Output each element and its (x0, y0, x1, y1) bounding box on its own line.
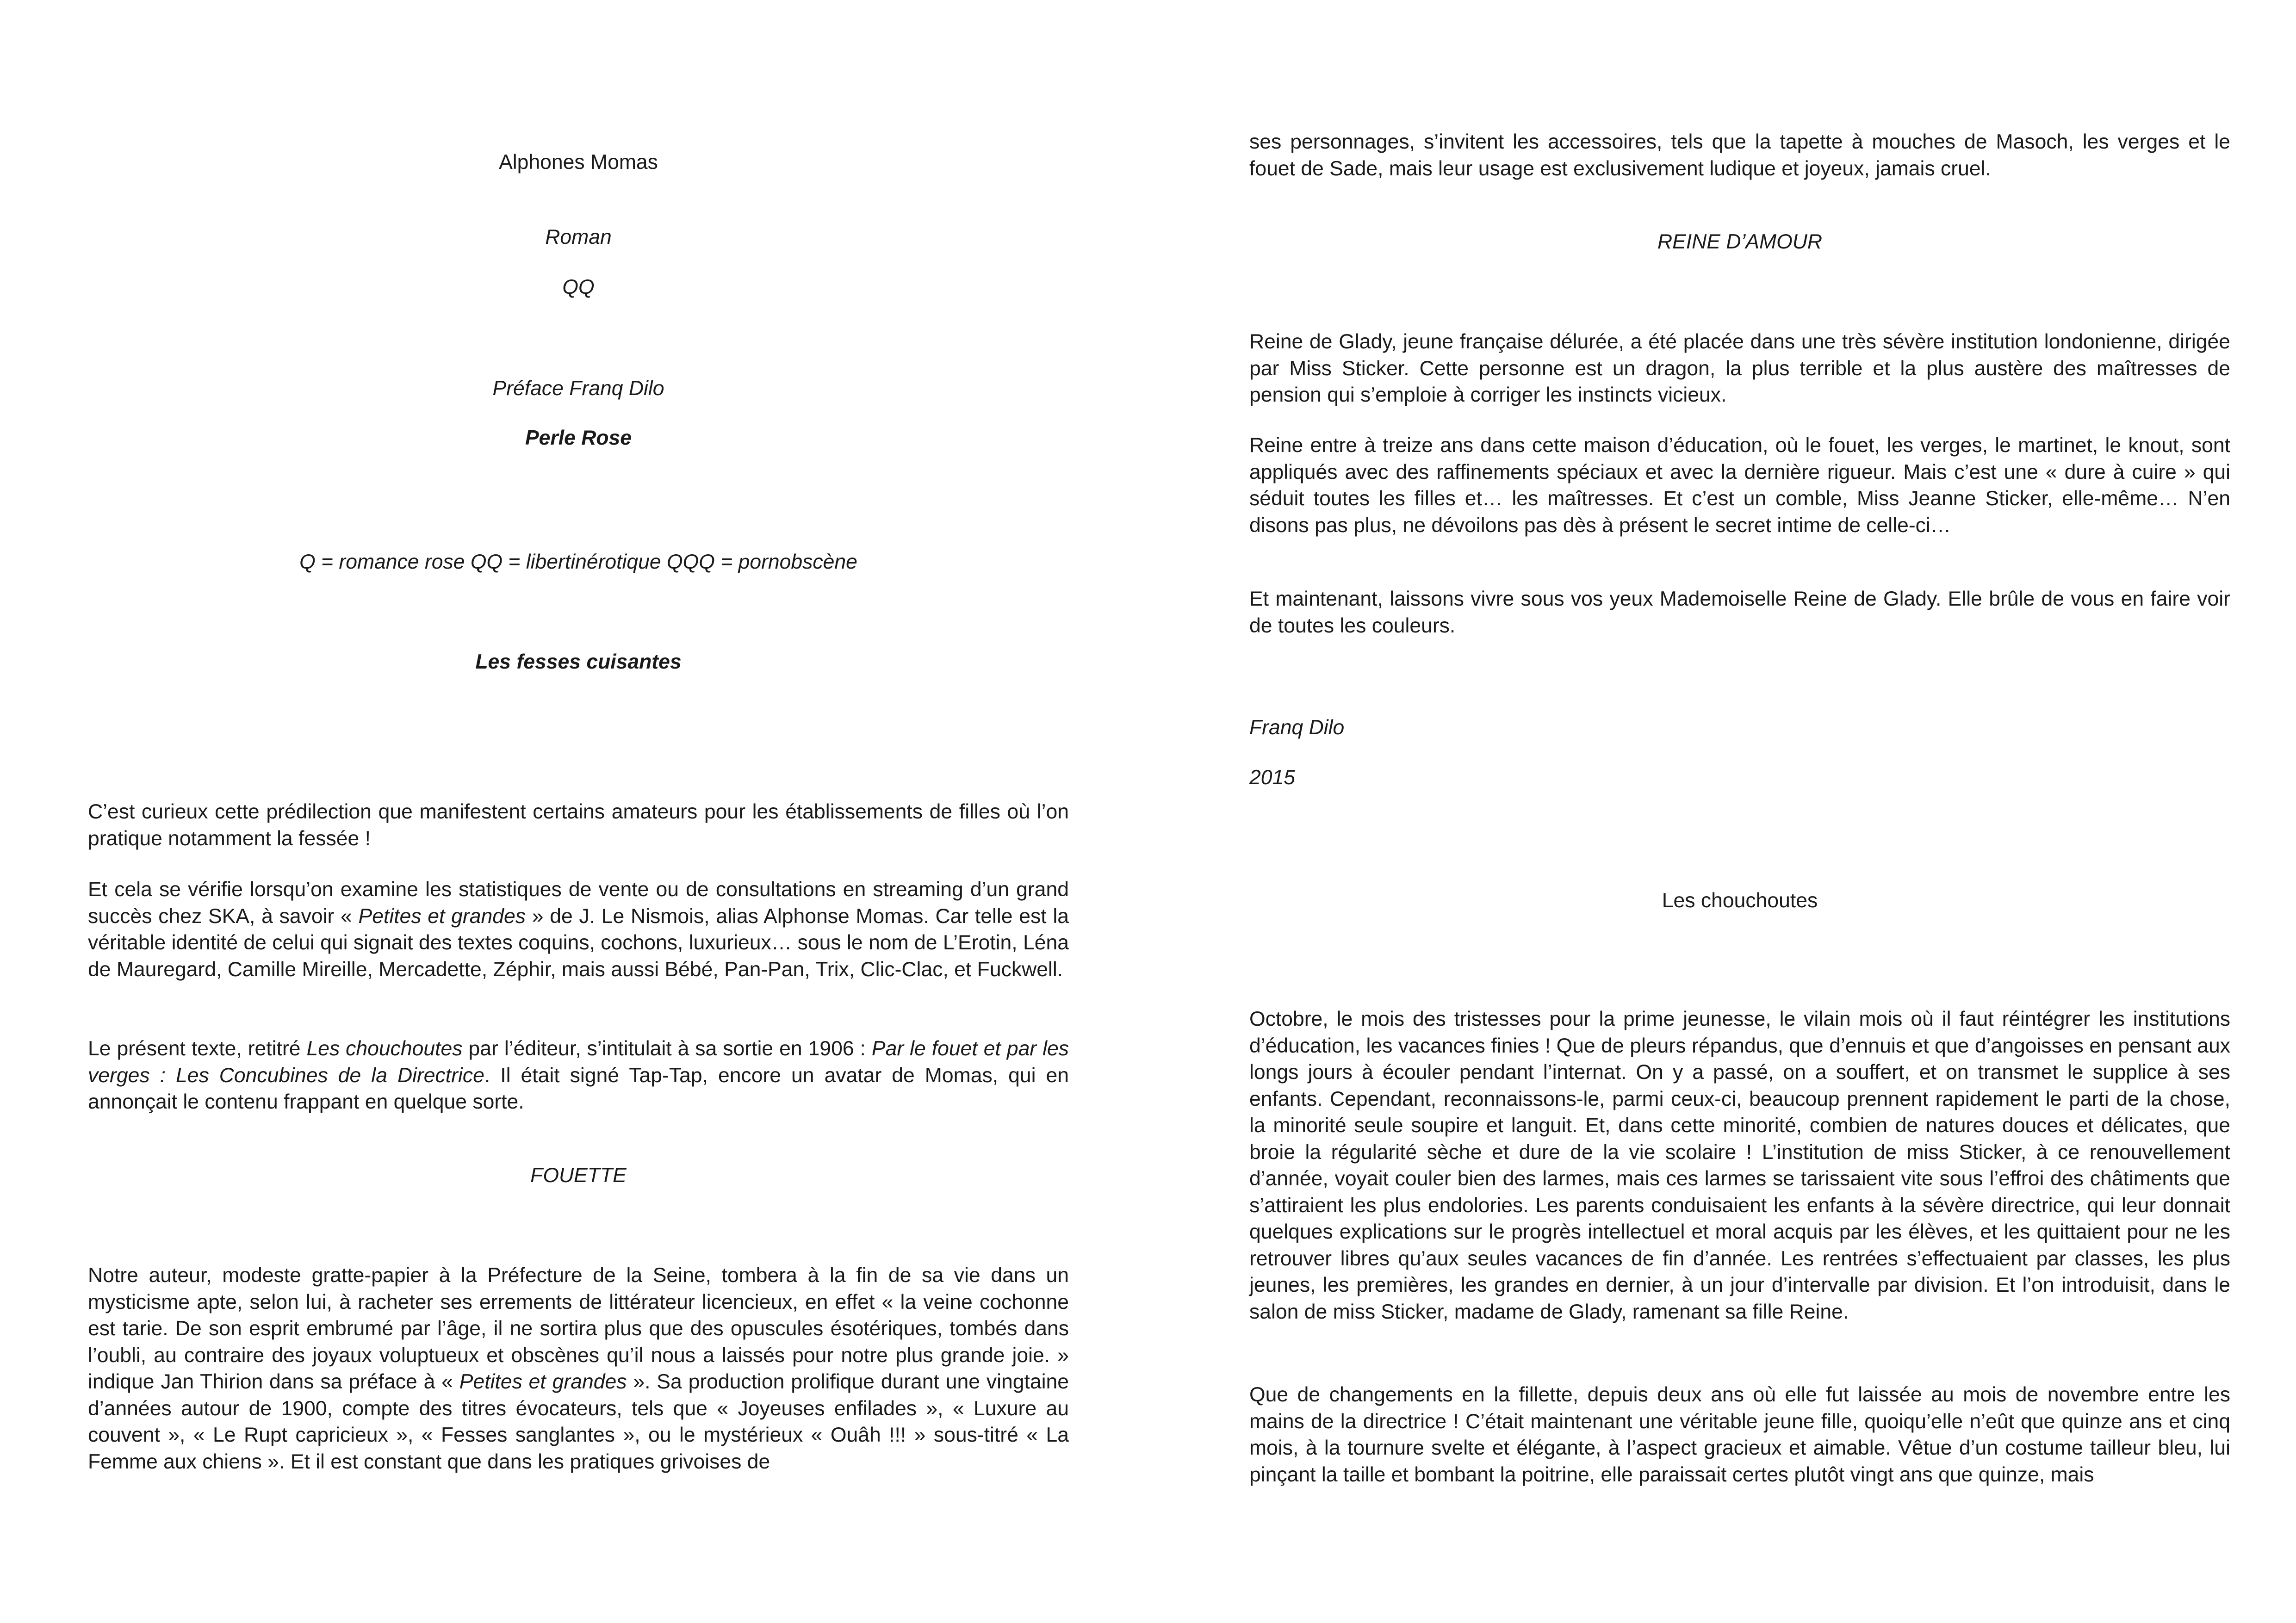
intro-paragraph-2: Et cela se vérifie lorsqu’on examine les statistiques de vente ou de consultations en streaming d’un grand succès chez SKA, à savoir « Petites et grandes » de J. Le Nismois, alias Alphonse Momas. Car telle est la véritable identité de celui qui signait des textes coquins, cochons, luxurieux… sous le nom de L’Erotin, Léna de Mauregard, Camille Mireille, Mercadette, Zéphir, mais aussi Bébé, Pan-Pan, Trix, Clic-Clac, et Fuckwell. (88, 878, 1069, 981)
summary-paragraph-3: Et maintenant, laissons vivre sous vos yeux Mademoiselle Reine de Glady. Elle brûle de vous en faire voir de toutes les couleurs. (1249, 588, 2230, 637)
genre-label: Roman (545, 226, 612, 248)
chapter-title: Les chouchoutes (1662, 889, 1818, 912)
right-page (1249, 0, 2230, 1623)
summary-paragraph-1: Reine de Glady, jeune française délurée, a été placée dans une très sévère institution londonienne, dirigée par Miss Sticker. Cette personne est un dragon, la plus terrible et la plus austère des maîtresses de pension qui s’emploie à corriger les instincts vicieux. (1249, 330, 2230, 406)
rating-legend: Q = romance rose QQ = libertinérotique QQQ = pornobscène (299, 551, 857, 573)
rating-label: QQ (562, 276, 595, 298)
preface-year: 2015 (1249, 766, 1295, 789)
summary-paragraph-2: Reine entre à treize ans dans cette maison d’éducation, où le fouet, les verges, le martinet, le knout, sont appliqués avec des raffinements spéciaux et avec la dernière rigueur. Mais c’est une « dure à cuire » qui séduit toutes les filles et… les maîtresses. Et c’est un comble, Miss Jeanne Sticker, elle-même… N’en disons pas plus, ne dévoilons pas dès à présent le secret intime de celle-ci… (1249, 434, 2230, 537)
intro-paragraph-1: C’est curieux cette prédilection que manifestent certains amateurs pour les établissements de filles où l’on pratique notamment la fessée ! (88, 800, 1069, 850)
book-title: Les fesses cuisantes (475, 650, 682, 673)
preface-signature: Franq Dilo (1249, 716, 1345, 739)
left-page (88, 0, 1069, 1623)
intro-paragraph-3: Le présent texte, retitré Les chouchoutes par l’éditeur, s’intitulait à sa sortie en 1906 : Par le fouet et par les verges : Les Concubines de la Directrice. Il était signé Tap-Tap, encore un avatar de Momas, qui en annonçait le contenu frappant en quelque sorte. (88, 1037, 1069, 1113)
section-heading-fouette: FOUETTE (530, 1164, 627, 1187)
section-heading-reine: REINE D’AMOUR (1657, 230, 1823, 253)
collection-name: Perle Rose (525, 427, 632, 449)
chapter-paragraph-2: Que de changements en la fillette, depuis deux ans où elle fut laissée au mois de novembre entre les mains de la directrice ! C’était maintenant une véritable jeune fille, quoiqu’elle n’eût que quinze ans et cinq mois, à la tournure svelte et élégante, à l’aspect gracieux et aimable. Vêtue d’un costume tailleur bleu, lui pinçant la taille et bombant la poitrine, elle paraissait certes plutôt vingt ans que quinze, mais (1249, 1383, 2230, 1486)
preface-credit: Préface Franq Dilo (492, 377, 664, 400)
author-biography-paragraph: Notre auteur, modeste gratte-papier à la Préfecture de la Seine, tombera à la fin de sa vie dans un mysticisme apte, selon lui, à racheter ses errements de littérateur licencieux, en effet « la veine cochonne est tarie. De son esprit embrumé par l’âge, il ne sortira plus que des opuscules ésotériques, tombés dans l’oubli, au contraire des joyaux voluptueux et obscènes qu’il nous a laissés pour notre plus grande joie. » indique Jan Thirion dans sa préface à « Petites et grandes ». Sa production prolifique durant une vingtaine d’années autour de 1900, compte des titres évocateurs, tels que « Joyeuses enfilades », « Luxure au couvent », « Le Rupt capricieux », « Fesses sanglantes », ou le mystérieux « Ouâh !!! » sous-titré « La Femme aux chiens ». Et il est constant que dans les pratiques grivoises de (88, 1264, 1069, 1473)
continued-paragraph: ses personnages, s’invitent les accessoires, tels que la tapette à mouches de Masoch, les verges et le fouet de Sade, mais leur usage est exclusivement ludique et joyeux, jamais cruel. (1249, 130, 2230, 180)
author-name: Alphones Momas (499, 151, 658, 173)
chapter-paragraph-1: Octobre, le mois des tristesses pour la prime jeunesse, le vilain mois où il faut réintégrer les institutions d’éducation, les vacances finies ! Que de pleurs répandus, que d’ennuis et que d’angoisses en pensant aux longs jours à écouler pendant l’internat. On y a passé, on a souffert, et on transmet le supplice à ses enfants. Cependant, reconnaissons-le, parmi ceux-ci, beaucoup prennent rapidement le parti de la chose, la minorité seule soupire et languit. Et, dans cette minorité, combien de natures douces et délicates, que broie la régularité sèche et dure de la vie scolaire ! L’institution de miss Sticker, à ce renouvellement d’année, voyait couler bien des larmes, mais ces larmes se tarissaient vite sous l’effroi des châtiments que s’attiraient les plus endolories. Les parents conduisaient les enfants à la sévère directrice, qui leur donnait quelques explications sur le progrès intellectuel et moral acquis par les élèves, et les quittaient pour ne les retrouver libres qu’aux seules vacances de fin d’année. Les rentrées s’effectuaient par classes, les plus jeunes, les premières, les grandes en dernier, à un jour d’intervalle par division. Et l’on introduisit, dans le salon de miss Sticker, madame de Glady, ramenant sa fille Reine. (1249, 1008, 2230, 1323)
